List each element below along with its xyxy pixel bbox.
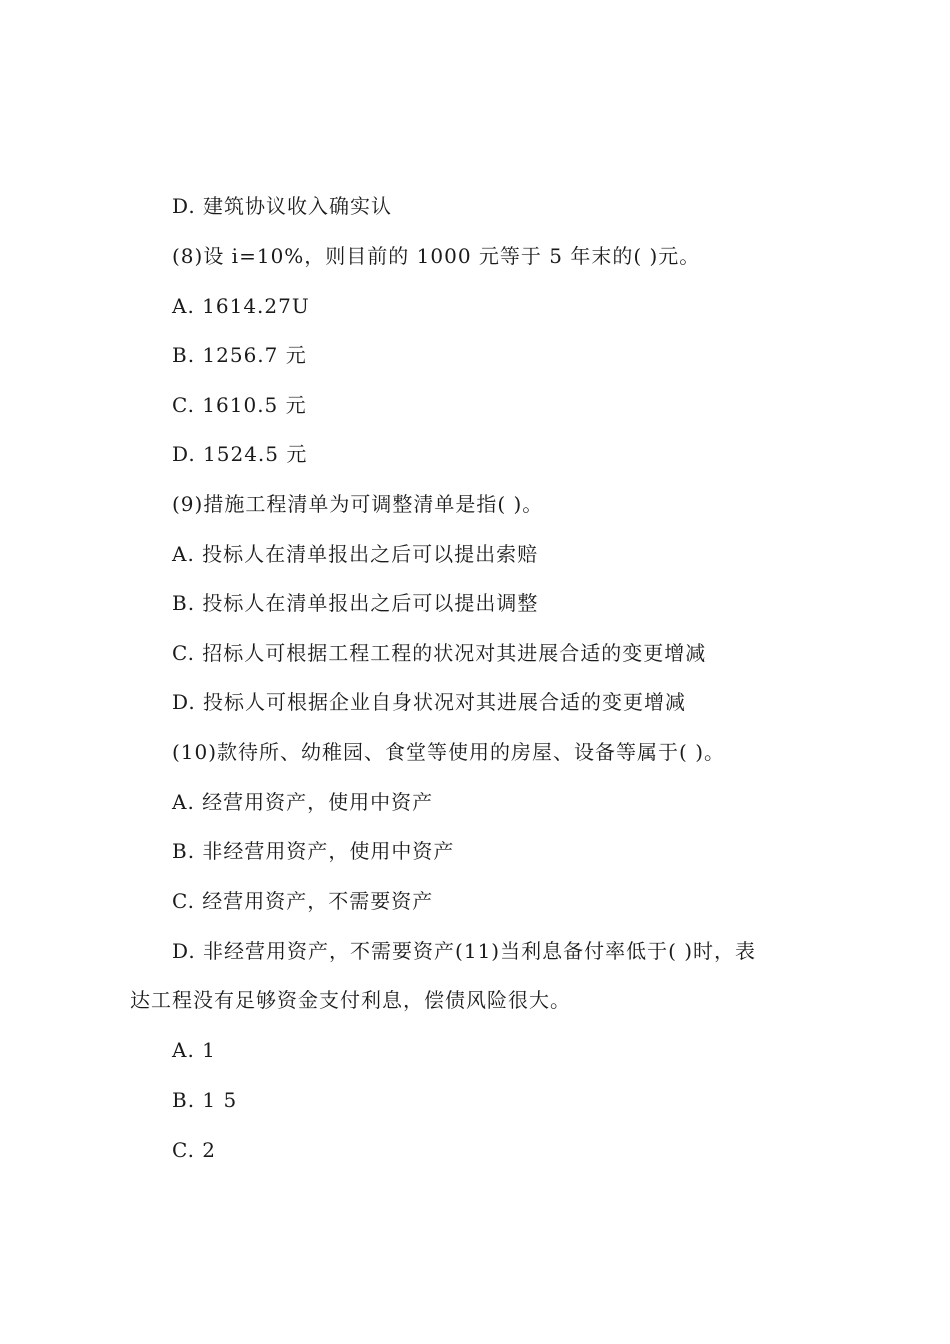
option-a-q9: A. 投标人在清单报出之后可以提出索赔 <box>172 542 539 566</box>
question-9: (9)措施工程清单为可调整清单是指( )。 <box>172 492 544 516</box>
option-b-q9: B. 投标人在清单报出之后可以提出调整 <box>172 591 539 615</box>
option-d-q7: D. 建筑协议收入确实认 <box>172 194 393 218</box>
option-a-q8: A. 1614.27U <box>172 294 310 318</box>
option-a-q11: A. 1 <box>172 1038 216 1062</box>
question-11-continued: 达工程没有足够资金支付利息，偿债风险很大。 <box>130 988 571 1012</box>
option-b-q10: B. 非经营用资产，使用中资产 <box>172 839 455 863</box>
option-c-q10: C. 经营用资产，不需要资产 <box>172 889 434 913</box>
option-b-q8: B. 1256.7 元 <box>172 343 307 367</box>
option-c-q11: C. 2 <box>172 1138 217 1162</box>
option-c-q9: C. 招标人可根据工程工程的状况对其进展合适的变更增减 <box>172 641 707 665</box>
option-a-q10: A. 经营用资产，使用中资产 <box>172 790 434 814</box>
option-c-q8: C. 1610.5 元 <box>172 393 307 417</box>
option-b-q11: B. 1 5 <box>172 1088 238 1112</box>
option-d-q9: D. 投标人可根据企业自身状况对其进展合适的变更增减 <box>172 690 687 714</box>
option-d-q10-and-question-11: D. 非经营用资产，不需要资产(11)当利息备付率低于( )时，表 <box>172 939 757 963</box>
question-8: (8)设 i=10%，则目前的 1000 元等于 5 年末的( )元。 <box>172 244 701 268</box>
option-d-q8: D. 1524.5 元 <box>172 442 308 466</box>
question-10: (10)款待所、幼稚园、食堂等使用的房屋、设备等属于( )。 <box>172 740 726 764</box>
